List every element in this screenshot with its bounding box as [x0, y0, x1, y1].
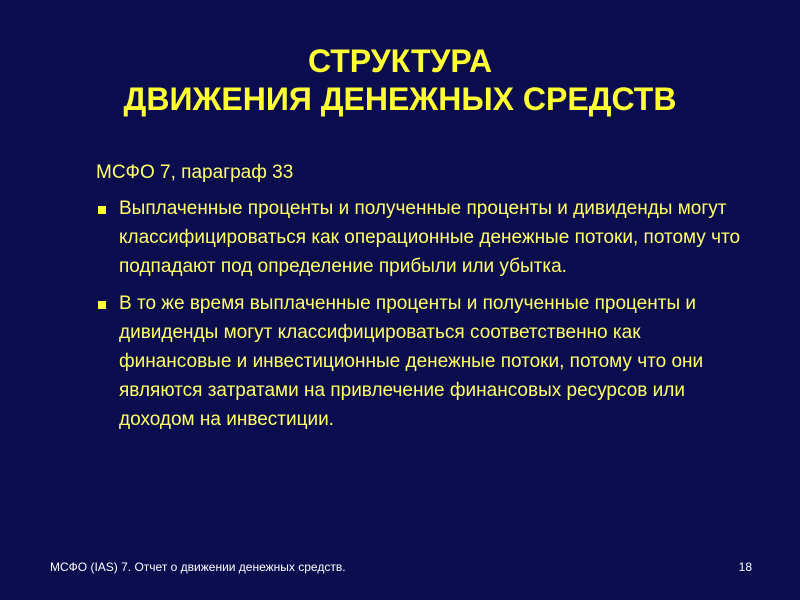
square-bullet-icon — [98, 301, 106, 309]
page-number: 18 — [738, 560, 752, 574]
bullet-text: В то же время выплаченные проценты и полученные проценты и дивиденды могут классифицироваться соответственно как финансовые и инвестиционные денежные потоки, потому что они являются затратами на привлечение финансовых ресурсов или доходом на инвестиции. — [119, 293, 704, 430]
slide-title-line-2: ДВИЖЕНИЯ ДЕНЕЖНЫХ СРЕДСТВ — [123, 81, 677, 117]
slide-subtitle: МСФО 7, параграф 33 — [96, 162, 294, 183]
bullet-item — [95, 194, 755, 281]
slide-title-line-1: СТРУКТУРА — [307, 43, 493, 79]
bullet-item — [95, 289, 755, 434]
bullet-text: Выплаченные проценты и полученные проценты и дивиденды могут классифицироваться как операционные денежные потоки, потому что подпадают под определение прибыли или убытка. — [119, 198, 741, 277]
bullet-list — [95, 194, 755, 442]
slide-footer: МСФО (IAS) 7. Отчет о движении денежных средств. — [50, 560, 346, 574]
square-bullet-icon — [98, 206, 106, 214]
slide-title — [0, 42, 800, 118]
